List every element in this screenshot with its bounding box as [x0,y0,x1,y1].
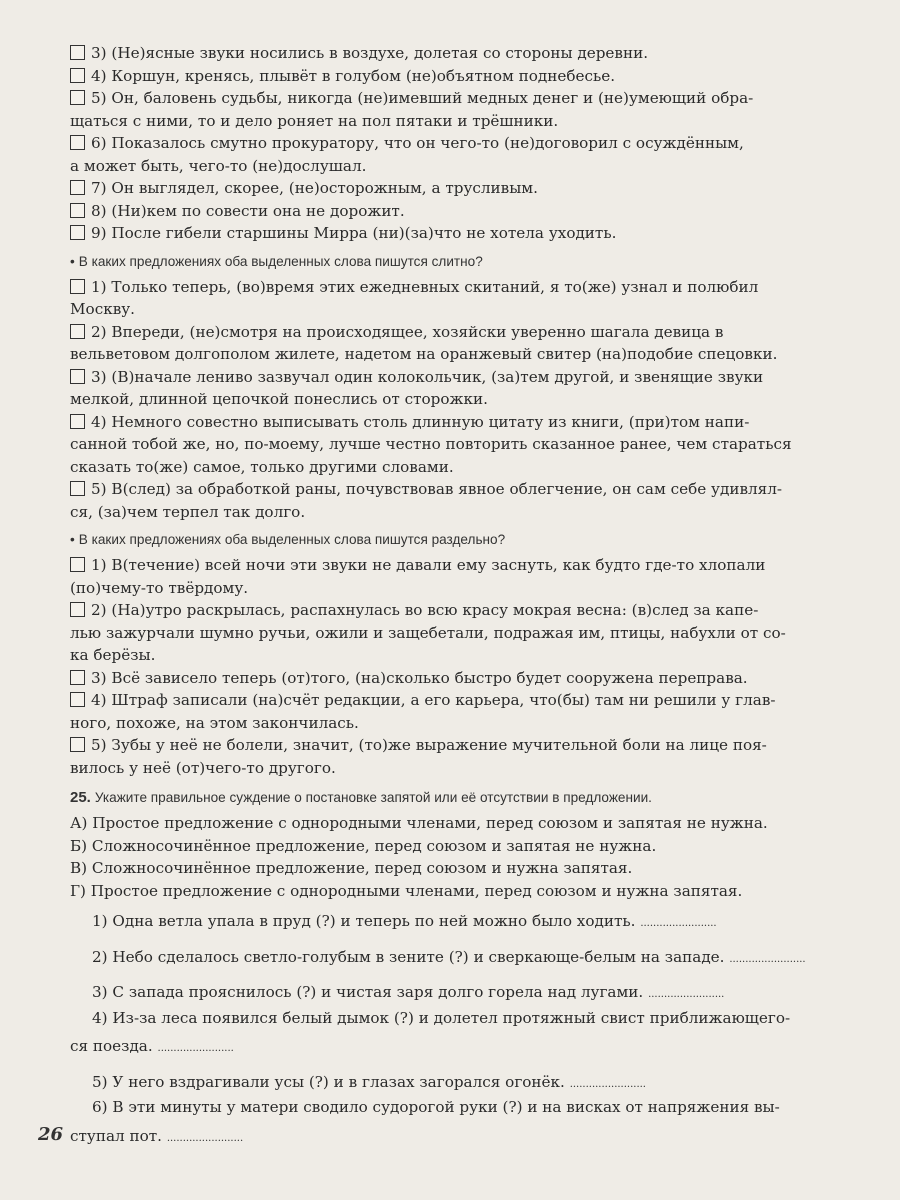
sentence-text-cont: ся поезда. [70,1037,153,1055]
question-text: В каких предложениях оба выделенных слова пишутся слитно? [78,253,483,269]
sentence-text-cont: санной тобой же, но, по-моему, лучше честно повторить сказанное ранее, чем стараться [70,435,792,453]
sentence-text: 6) В эти минуты у матери сводило судорогой руки (?) и на висках от напряжения вы- [92,1098,780,1116]
sentence-text-cont: лью зажурчали шумно ручьи, ожили и защебетали, подражая им, птицы, набухли от со- [70,623,786,642]
answer-blank[interactable]: ........................ [640,918,717,929]
sentence-text-cont: вельветовом долгополом жилете, надетом на оранжевый свитер (на)подобие спецовки. [70,345,778,363]
list-item [70,321,874,366]
block-3 [70,554,874,779]
answer-blank[interactable]: ........................ [157,1043,234,1054]
sentence-text: 5) В(след) за обработкой раны, почувствовав явное облегчение, он сам себе удивлял- [91,480,783,498]
sentence-text: 2) Небо сделалось светло-голубым в зените (?) и сверкающе-белым на западе. [92,947,725,966]
list-item [70,276,874,321]
task-25-sentences [70,910,874,1150]
list-item [92,910,874,936]
list-item [70,734,874,779]
task-25-heading [70,788,874,808]
answer-blank[interactable]: ........................ [729,953,806,965]
sentence-text: 5) Он, баловень судьбы, никогда (не)имевший медных денег и (не)умеющий обра- [91,89,754,107]
question-text: В каких предложениях оба выделенных слова пишутся раздельно? [78,532,506,547]
list-item [70,1007,874,1061]
checkbox[interactable] [70,135,85,150]
bullet-icon: • [70,253,75,269]
option-b: Б) Сложносочинённое предложение, перед союзом и запятая не нужна. [70,836,657,855]
sentence-text-cont: ного, похоже, на этом закончилась. [70,713,359,732]
answer-blank[interactable]: ........................ [166,1132,244,1144]
list-item [70,177,874,200]
checkbox[interactable] [70,481,85,496]
sentence-text: 4) Из-за леса появился белый дымок (?) и долетел протяжный свист приближающего- [92,1008,791,1027]
checkbox[interactable] [70,90,85,105]
checkbox[interactable] [70,203,85,218]
answer-blank[interactable]: ........................ [569,1078,646,1090]
sentence-text: 3) С запада прояснилось (?) и чистая заря долго горела над лугами. [92,983,644,1001]
sentence-text-cont: ка берёзы. [70,646,156,664]
sentence-text: 2) Впереди, (не)смотря на происходящее, хозяйски уверенно шагала девица в [91,322,724,341]
list-item [70,411,874,479]
task-25-options [70,812,874,902]
list-item [70,65,874,88]
sentence-text: 3) (В)начале лениво зазвучал один колокольчик, (за)тем другой, и звенящие звуки [91,367,764,386]
page-number: 26 [38,1124,64,1145]
checkbox[interactable] [70,180,85,195]
checkbox[interactable] [70,414,85,429]
sentence-text-cont: ся, (за)чем терпел так долго. [70,502,306,521]
sentence-text-cont: а может быть, чего-то (не)дослушал. [70,156,367,175]
sentence-text: 5) Зубы у неё не болели, значит, (то)же выражение мучительной боли на лице поя- [91,736,767,754]
checkbox[interactable] [70,279,85,294]
block-2 [70,276,874,524]
sentence-text-cont: Москву. [70,300,136,318]
sentence-text: 3) (Не)ясные звуки носились в воздухе, долетая со стороны деревни. [91,44,649,62]
sentence-text: 7) Он выглядел, скорее, (не)осторожным, а трусливым. [91,179,538,197]
checkbox[interactable] [70,670,85,685]
task-number: 25. [70,789,91,806]
sentence-text-cont: щаться с ними, то и дело роняет на пол пятаки и трёшники. [70,111,559,130]
task-prompt: Укажите правильное суждение о постановке запятой или её отсутствии в предложении. [94,790,652,805]
sentence-text: 1) В(течение) всей ночи эти звуки не давали ему заснуть, как будто где-то хлопали [91,556,766,574]
option-a: А) Простое предложение с однородными членами, перед союзом и запятая не нужна. [70,814,768,832]
list-item [70,667,874,690]
list-item [70,87,874,132]
sentence-text-cont: мелкой, длинной цепочкой понеслись от сторожки. [70,390,488,408]
checkbox[interactable] [70,602,85,617]
option-g: Г) Простое предложение с однородными членами, перед союзом и нужна запятая. [70,881,743,900]
list-item [70,689,874,734]
list-item [70,200,874,223]
list-item [70,478,874,523]
list-item [92,946,874,972]
list-item [70,1096,874,1150]
bullet-icon: • [70,532,75,547]
sentence-text: 1) Одна ветла упала в пруд (?) и теперь по ней можно было ходить. [92,912,636,930]
sentence-text: 4) Коршун, кренясь, плывёт в голубом (не)объятном поднебесье. [91,66,616,85]
sentence-text: 2) (На)утро раскрылась, распахнулась во всю красу мокрая весна: (в)след за капе- [91,601,759,619]
list-item [70,42,874,65]
list-item [70,599,874,667]
checkbox[interactable] [70,45,85,60]
sentence-text-cont: сказать то(же) самое, только другими словами. [70,457,454,476]
checkbox[interactable] [70,225,85,240]
sentence-text: 9) После гибели старшины Мирра (ни)(за)что не хотела уходить. [91,224,617,242]
sentence-text-cont: (по)чему-то твёрдому. [70,578,249,597]
sentence-text: 8) (Ни)кем по совести она не дорожит. [91,201,405,220]
sentence-text: 6) Показалось смутно прокуратору, что он чего-то (не)договорил с осуждённым, [91,134,744,152]
answer-blank[interactable]: ........................ [648,989,725,1000]
list-item [70,554,874,599]
option-v: В) Сложносочинённое предложение, перед союзом и нужна запятая. [70,859,633,877]
sentence-text-cont: ступал пот. [70,1126,162,1145]
sentence-text: 5) У него вздрагивали усы (?) и в глазах загорался огонёк. [92,1072,565,1091]
list-item [92,1071,874,1097]
checkbox[interactable] [70,692,85,707]
question-heading [70,530,874,550]
question-heading [70,252,874,272]
list-item [92,981,874,1007]
block-1 [70,42,874,245]
sentence-text: 4) Штраф записали (на)счёт редакции, а его карьера, что(бы) там ни решили у глав- [91,691,776,709]
checkbox[interactable] [70,557,85,572]
checkbox[interactable] [70,369,85,384]
sentence-text: 4) Немного совестно выписывать столь длинную цитату из книги, (при)том напи- [91,412,750,431]
sentence-text: 1) Только теперь, (во)время этих ежедневных скитаний, я то(же) узнал и полюбил [91,277,759,296]
sentence-text-cont: вилось у неё (от)чего-то другого. [70,758,336,777]
checkbox[interactable] [70,324,85,339]
sentence-text: 3) Всё зависело теперь (от)того, (на)сколько быстро будет сооружена переправа. [91,668,748,687]
list-item [70,132,874,177]
list-item [70,366,874,411]
checkbox[interactable] [70,68,85,83]
list-item [70,222,874,245]
checkbox[interactable] [70,737,85,752]
